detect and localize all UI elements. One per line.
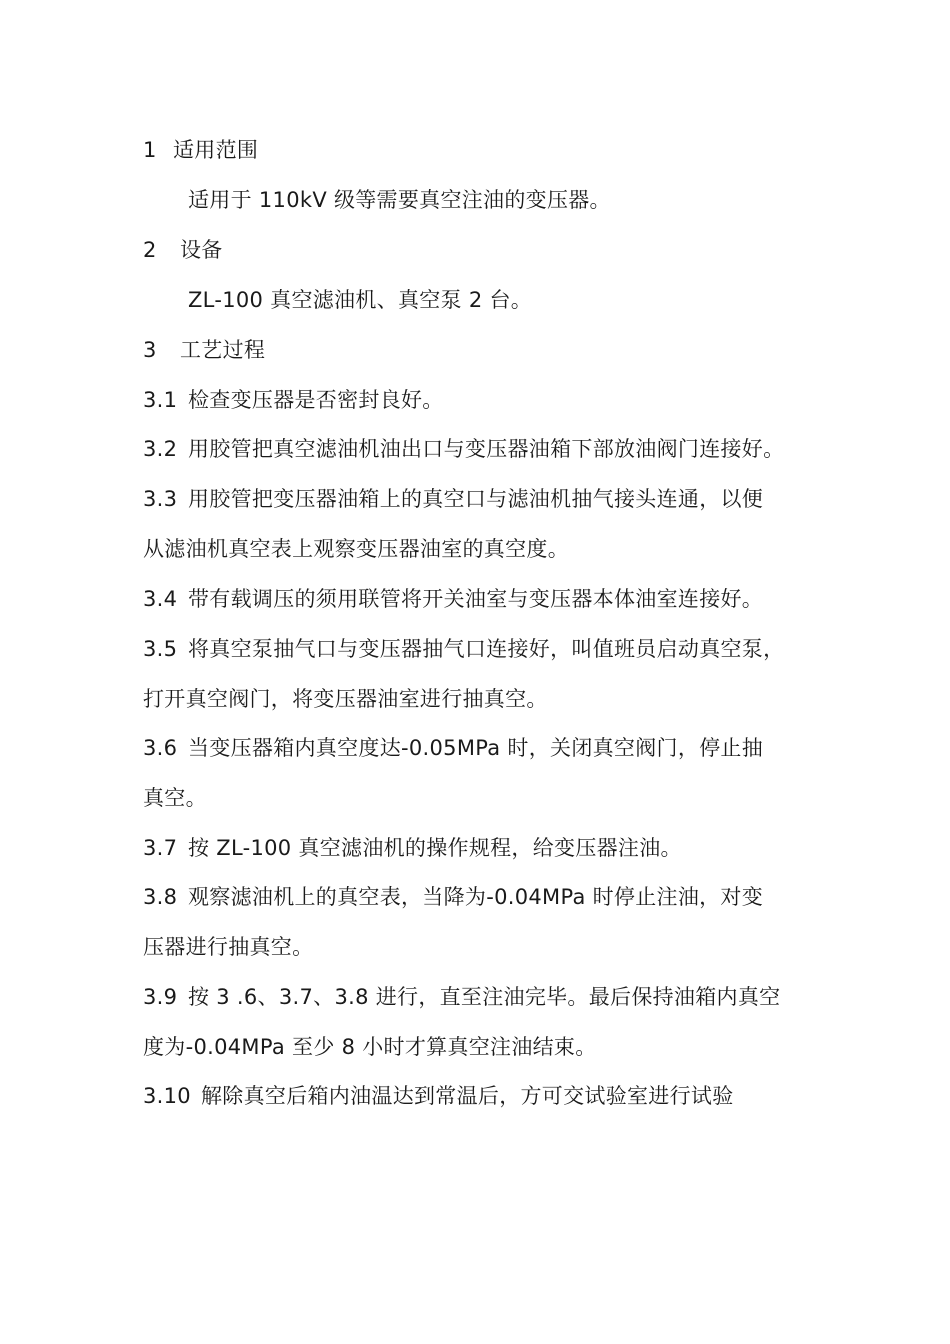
step-text: 检查变压器是否密封良好。	[188, 388, 444, 412]
step-3-8	[143, 882, 763, 912]
step-text: 将真空泵抽气口与变压器抽气口连接好，叫值班员启动真空泵，	[188, 637, 785, 661]
step-text: 观察滤油机上的真空表，当降为-0.04MPa 时停止注油，对变	[188, 885, 764, 909]
step-3-2	[143, 434, 784, 464]
step-text: 用胶管把真空滤油机油出口与变压器油箱下部放油阀门连接好。	[188, 437, 785, 461]
section-title: 设备	[180, 238, 223, 262]
step-text: 用胶管把变压器油箱上的真空口与滤油机抽气接头连通，以便	[188, 487, 764, 511]
step-number: 3.8	[143, 885, 178, 909]
section-paragraph: ZL-100 真空滤油机、真空泵 2 台。	[188, 288, 533, 312]
step-3-9	[143, 982, 780, 1012]
step-3-3-continued: 从滤油机真空表上观察变压器油室的真空度。	[143, 537, 569, 561]
step-3-9-continued: 度为-0.04MPa 至少 8 小时才算真空注油结束。	[143, 1035, 597, 1059]
step-number: 3.6	[143, 736, 178, 760]
step-number: 3.2	[143, 437, 178, 461]
section-heading-1	[143, 135, 258, 165]
step-text: 带有载调压的须用联管将开关油室与变压器本体油室连接好。	[188, 587, 764, 611]
step-3-4	[143, 584, 763, 614]
section-title: 适用范围	[173, 138, 259, 162]
step-number: 3.5	[143, 637, 178, 661]
step-number: 3.4	[143, 587, 178, 611]
step-text: 解除真空后箱内油温达到常温后，方可交试验室进行试验	[201, 1084, 734, 1108]
step-3-8-continued: 压器进行抽真空。	[143, 935, 314, 959]
step-text: 按 ZL-100 真空滤油机的操作规程，给变压器注油。	[188, 836, 682, 860]
step-number: 3.10	[143, 1084, 191, 1108]
step-number: 3.1	[143, 388, 178, 412]
step-3-6	[143, 733, 763, 763]
step-number: 3.3	[143, 487, 178, 511]
step-3-5	[143, 634, 784, 664]
section-number: 1	[143, 138, 157, 162]
section-number: 3	[143, 338, 157, 362]
step-number: 3.7	[143, 836, 178, 860]
step-text: 按 3 .6、3.7、3.8 进行，直至注油完毕。最后保持油箱内真空	[188, 985, 781, 1009]
step-number: 3.9	[143, 985, 178, 1009]
step-text: 当变压器箱内真空度达-0.05MPa 时，关闭真空阀门，停止抽	[188, 736, 764, 760]
step-3-1	[143, 385, 444, 415]
step-3-7	[143, 833, 682, 863]
step-3-3	[143, 484, 763, 514]
section-title: 工艺过程	[180, 338, 266, 362]
step-3-10	[143, 1081, 734, 1111]
step-3-6-continued: 真空。	[143, 786, 207, 810]
section-paragraph: 适用于 110kV 级等需要真空注油的变压器。	[188, 188, 611, 212]
section-heading-2	[143, 235, 223, 265]
step-3-5-continued: 打开真空阀门，将变压器油室进行抽真空。	[143, 687, 548, 711]
section-heading-3	[143, 335, 265, 365]
section-number: 2	[143, 238, 157, 262]
